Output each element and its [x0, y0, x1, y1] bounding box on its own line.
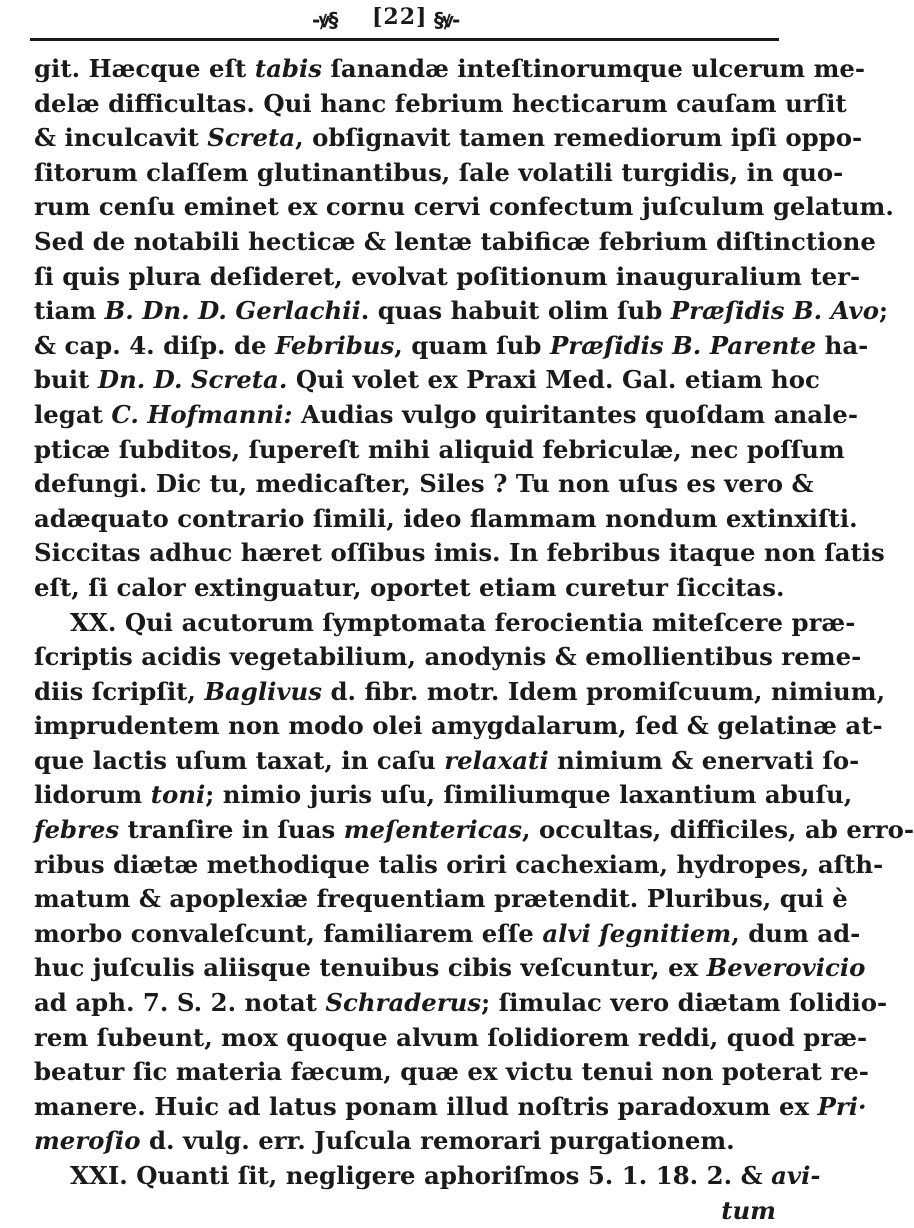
italic-text-run: Febribus	[275, 330, 395, 360]
italic-text-run: Dn. D. Screta.	[97, 365, 288, 395]
text-line	[34, 536, 885, 571]
italic-text-run: meſentericas	[343, 815, 523, 845]
text-run: imprudentem non modo olei amygdalarum, ſed & gelatinæ at-	[34, 711, 883, 741]
text-line	[34, 813, 914, 848]
text-run: d. fibr. motr. Idem promiſcuum, nimium,	[322, 676, 886, 706]
text-line	[34, 87, 847, 122]
italic-text-run: alvi ſegnitiem	[542, 918, 732, 948]
italic-text-run: Præſidis B. Parente	[549, 330, 817, 360]
text-line	[34, 502, 858, 537]
page-number: [22]	[372, 4, 428, 30]
italic-text-run: tum	[721, 1195, 776, 1225]
italic-text-run: avi-	[771, 1161, 821, 1190]
text-line	[34, 1021, 868, 1056]
text-run: ſanandæ inteſtinorumque ulcerum me-	[321, 54, 866, 83]
text-run: buit	[34, 365, 98, 395]
text-run: ; nimio juris uſu, ſimiliumque laxantium abuſu,	[205, 780, 853, 810]
text-line	[34, 1055, 869, 1090]
text-run: ſitorum claſſem glutinantibus, ſale volatili turgidis, in quo-	[34, 157, 844, 187]
italic-text-run: Baglivus	[204, 676, 322, 706]
running-header	[0, 4, 801, 44]
ornament-right: §ꝟ-	[434, 8, 460, 32]
text-line	[34, 882, 848, 917]
text-run: , obſignavit tamen remediorum ipſi oppo-	[295, 123, 863, 153]
text-run: pticæ ſubditos, ſupereſt mihi aliquid febriculæ, nec poſſum	[34, 434, 845, 464]
text-run: ſcriptis acidis vegetabilium, anodynis & emollientibus reme-	[34, 642, 862, 672]
text-run: ; ſimulac vero diætam ſolidio-	[481, 988, 888, 1018]
italic-text-run: Beverovicio	[706, 953, 866, 983]
text-line	[34, 433, 845, 468]
text-line	[34, 571, 785, 606]
italic-text-run: relaxati	[444, 745, 549, 775]
text-line	[34, 121, 863, 156]
text-run: . quas habuit olim ſub	[360, 296, 671, 326]
text-line	[34, 1159, 821, 1194]
text-run: ribus diætæ methodique talis oriri cachexiam, hydropes, aſth-	[34, 849, 884, 879]
text-line	[34, 640, 862, 675]
text-line	[34, 260, 861, 295]
text-run: beatur ſic materia fæcum, quæ ex victu tenui non poterat re-	[34, 1057, 869, 1087]
text-line	[34, 606, 856, 641]
text-run: & inculcavit	[34, 123, 208, 153]
text-run: & cap. 4. diſp. de	[34, 330, 276, 360]
text-line	[34, 398, 858, 433]
italic-text-run: Præſidis B. Avo	[670, 296, 879, 326]
text-run: tranſire in ſuas	[119, 815, 344, 845]
text-run: Audias vulgo quiritantes quoſdam anale-	[292, 399, 858, 429]
text-line	[34, 363, 820, 398]
text-line	[34, 1124, 776, 1159]
text-line	[34, 52, 866, 87]
text-run: lidorum	[34, 780, 151, 810]
italic-text-run: B. Dn. D. Gerlachii	[104, 296, 361, 326]
text-line	[34, 156, 844, 191]
text-line	[34, 294, 889, 329]
italic-text-run: C. Hofmanni:	[111, 399, 293, 429]
italic-text-run: toni	[150, 780, 206, 810]
text-run: Siccitas adhuc hæret oſſibus imis. In febribus itaque non ſatis	[34, 538, 885, 568]
text-line	[34, 190, 894, 225]
text-run: , quam ſub	[394, 330, 550, 360]
text-run: matum & apoplexiæ frequentiam prætendit. Pluribus, qui è	[34, 884, 848, 914]
text-line	[34, 225, 876, 260]
text-run: Qui volet ex Praxi Med. Gal. etiam hoc	[287, 365, 820, 395]
text-run: XX. Qui acutorum ſymptomata ferocientia miteſcere præ-	[70, 607, 856, 637]
text-run: nimium & enervati ſo-	[548, 745, 860, 775]
text-run: delæ difficultas. Qui hanc febrium hecticarum cauſam urſit	[34, 88, 847, 118]
text-line	[34, 778, 853, 813]
italic-text-run: Screta	[207, 123, 296, 153]
text-run: manere. Huic ad latus ponam illud noſtris paradoxum ex	[34, 1091, 818, 1121]
text-run: rem ſubeunt, mox quoque alvum ſolidiorem reddi, quod præ-	[34, 1022, 868, 1052]
header-rule	[30, 38, 779, 41]
text-run: legat	[34, 399, 112, 429]
text-run: huc juſculis aliisque tenuibus cibis veſcuntur, ex	[34, 953, 707, 983]
ornament-left: -ꝟ§	[312, 8, 338, 32]
text-line	[34, 744, 860, 779]
text-line	[34, 951, 866, 986]
text-run: eſt, ſi calor extinguatur, oportet etiam curetur ſiccitas.	[34, 572, 785, 602]
italic-text-run: meroſio	[34, 1126, 141, 1156]
italic-text-run: febres	[34, 815, 120, 845]
text-line	[34, 709, 883, 744]
text-run: , occultas, difficiles, ab erro-	[522, 815, 914, 845]
text-line	[34, 467, 814, 502]
text-run: Sed de notabili hecticæ & lentæ tabificæ febrium diſtinctione	[34, 226, 876, 256]
text-run: defungi. Dic tu, medicaſter, Siles ? Tu non uſus es vero &	[34, 469, 814, 499]
italic-text-run: Schraderus	[325, 988, 482, 1018]
text-line	[34, 329, 869, 364]
text-run: ad aph. 7. S. 2. notat	[34, 988, 326, 1018]
catchword	[34, 1194, 776, 1228]
text-run: ;	[879, 296, 889, 326]
text-run: ha-	[816, 330, 869, 360]
text-run: que lactis uſum taxat, in caſu	[34, 745, 445, 775]
text-run: XXI. Quanti ſit, negligere aphoriſmos 5. 1. 18. 2. &	[70, 1161, 772, 1190]
text-run: adæquato contrario ſimili, ideo flammam nondum extinxiſti.	[34, 503, 858, 533]
text-run: git. Hæcque eſt	[34, 54, 255, 83]
italic-text-run: tabis	[254, 54, 322, 83]
italic-text-run: Pri·	[817, 1091, 867, 1121]
text-run: diis ſcripſit,	[34, 676, 205, 706]
text-line	[34, 917, 861, 952]
text-line	[34, 986, 888, 1021]
text-run: , dum ad-	[731, 918, 861, 948]
text-line	[34, 848, 884, 883]
text-line	[34, 1090, 867, 1125]
text-run: morbo convaleſcunt, familiarem eſſe	[34, 918, 543, 948]
text-line	[34, 675, 886, 710]
text-run: d. vulg. err. Juſcula remorari purgationem.	[140, 1126, 735, 1156]
text-run: ſi quis plura deſideret, evolvat poſitionum inauguralium ter-	[34, 261, 861, 291]
text-run: tiam	[34, 296, 105, 326]
body-text	[34, 52, 914, 1228]
text-run: rum cenſu eminet ex cornu cervi confectum juſculum gelatum.	[34, 192, 894, 222]
